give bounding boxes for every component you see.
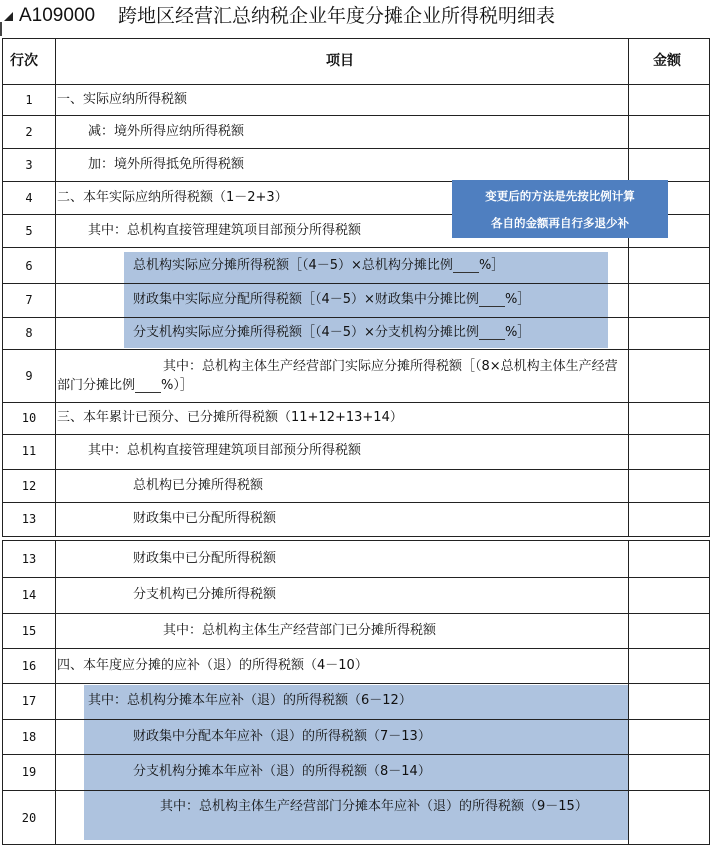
amount-cell[interactable]	[629, 284, 709, 317]
left-edge-tick	[0, 22, 2, 36]
row-item: 加：境外所得抵免所得税额	[88, 157, 245, 172]
ratio-blank[interactable]	[453, 259, 479, 273]
row-item-suffix: %）］	[161, 378, 193, 393]
amount-cell[interactable]	[629, 649, 709, 683]
row-number: 20	[21, 811, 37, 825]
row-item-text: 财政集中实际应分配所得税额［（4－5）×财政集中分摊比例	[133, 292, 479, 307]
row-item	[133, 325, 530, 341]
amount-cell[interactable]	[629, 149, 709, 181]
row-item: 其中：总机构直接管理建筑项目部预分所得税额	[88, 443, 362, 458]
row-item: 其中：总机构分摊本年应补（退）的所得税额（6－12）	[88, 693, 412, 708]
row-number: 8	[25, 326, 33, 340]
amount-cell[interactable]	[629, 403, 709, 434]
amount-cell[interactable]	[629, 318, 709, 349]
row-number: 3	[25, 158, 33, 172]
row-number: 1	[25, 93, 33, 107]
amount-cell[interactable]	[629, 791, 709, 844]
row-number: 11	[21, 444, 37, 458]
row-item: 分支机构已分摊所得税额	[133, 587, 277, 602]
header-item: 项目	[326, 53, 354, 69]
row-number: 9	[25, 369, 33, 383]
form-title	[0, 0, 713, 32]
row-number: 14	[21, 588, 37, 602]
ratio-blank[interactable]	[479, 326, 505, 340]
amount-cell[interactable]	[629, 541, 709, 577]
row-item: 其中：总机构直接管理建筑项目部预分所得税额	[88, 223, 362, 238]
row-item-text: 其中：总机构主体生产经营部门实际应分摊所得税额［（8×总机构主体生产经营部门分摊比例	[57, 359, 618, 393]
row-item: 四、本年度应分摊的应补（退）的所得税额（4－10）	[57, 658, 368, 673]
callout-line-1: 变更后的方法是先按比例计算	[485, 189, 635, 203]
row-number: 19	[21, 765, 37, 779]
row-item-text: 总机构实际应分摊所得税额［（4－5）×总机构分摊比例	[133, 258, 453, 273]
row-number: 4	[25, 191, 33, 205]
row-number: 13	[21, 512, 37, 526]
amount-cell[interactable]	[629, 720, 709, 754]
row-item-suffix: %］	[504, 292, 531, 307]
header-amount: 金额	[653, 53, 681, 69]
row-item: 分支机构分摊本年应补（退）的所得税额（8－14）	[133, 764, 431, 779]
row-number: 10	[21, 411, 37, 425]
row-number: 7	[25, 293, 33, 307]
amount-cell[interactable]	[629, 470, 709, 502]
row-number: 18	[21, 730, 37, 744]
row-item-suffix: %］	[478, 258, 505, 273]
amount-cell[interactable]	[629, 350, 709, 402]
row-number: 6	[25, 259, 33, 273]
amount-cell[interactable]	[629, 85, 709, 115]
row-item: 其中：总机构主体生产经营部门分摊本年应补（退）的所得税额（9－15）	[160, 799, 588, 814]
row-item: 财政集中分配本年应补（退）的所得税额（7－13）	[133, 729, 431, 744]
row-item	[57, 357, 623, 395]
row-item	[133, 292, 530, 308]
row-number: 5	[25, 224, 33, 238]
form-name: 跨地区经营汇总纳税企业年度分摊企业所得税明细表	[118, 5, 556, 27]
collapse-triangle-icon[interactable]	[4, 12, 13, 21]
row-item-text: 分支机构实际应分摊所得税额［（4－5）×分支机构分摊比例	[133, 325, 479, 340]
row-item: 一、实际应纳所得税额	[57, 92, 188, 107]
row-item: 二、本年实际应纳所得税额（1－2+3）	[57, 190, 288, 205]
row-number: 13	[21, 552, 37, 566]
row-item	[133, 258, 504, 274]
row-item-suffix: %］	[504, 325, 531, 340]
amount-cell[interactable]	[629, 435, 709, 469]
row-item: 减：境外所得应纳所得税额	[88, 124, 245, 139]
row-number: 12	[21, 479, 37, 493]
amount-cell[interactable]	[629, 684, 709, 719]
amount-cell[interactable]	[629, 503, 709, 536]
row-number: 15	[21, 624, 37, 638]
amount-cell[interactable]	[629, 578, 709, 613]
row-number: 16	[21, 659, 37, 673]
amount-cell[interactable]	[629, 614, 709, 648]
row-item: 财政集中已分配所得税额	[133, 551, 277, 566]
row-number: 2	[25, 125, 33, 139]
amount-cell[interactable]	[629, 755, 709, 790]
row-item: 财政集中已分配所得税额	[133, 511, 277, 526]
row-number: 17	[21, 694, 37, 708]
row-item: 总机构已分摊所得税额	[133, 478, 264, 493]
amount-cell[interactable]	[629, 116, 709, 148]
explanation-callout	[452, 180, 668, 238]
ratio-blank[interactable]	[479, 293, 505, 307]
ratio-blank[interactable]	[135, 379, 161, 393]
amount-cell[interactable]	[629, 248, 709, 283]
callout-line-2: 各自的金额再自行多退少补	[491, 216, 629, 230]
row-item: 其中：总机构主体生产经营部门已分摊所得税额	[163, 623, 437, 638]
header-row-number: 行次	[10, 53, 38, 69]
form-code: A109000	[19, 5, 96, 26]
row-item: 三、本年累计已预分、已分摊所得税额（11+12+13+14）	[57, 410, 403, 425]
